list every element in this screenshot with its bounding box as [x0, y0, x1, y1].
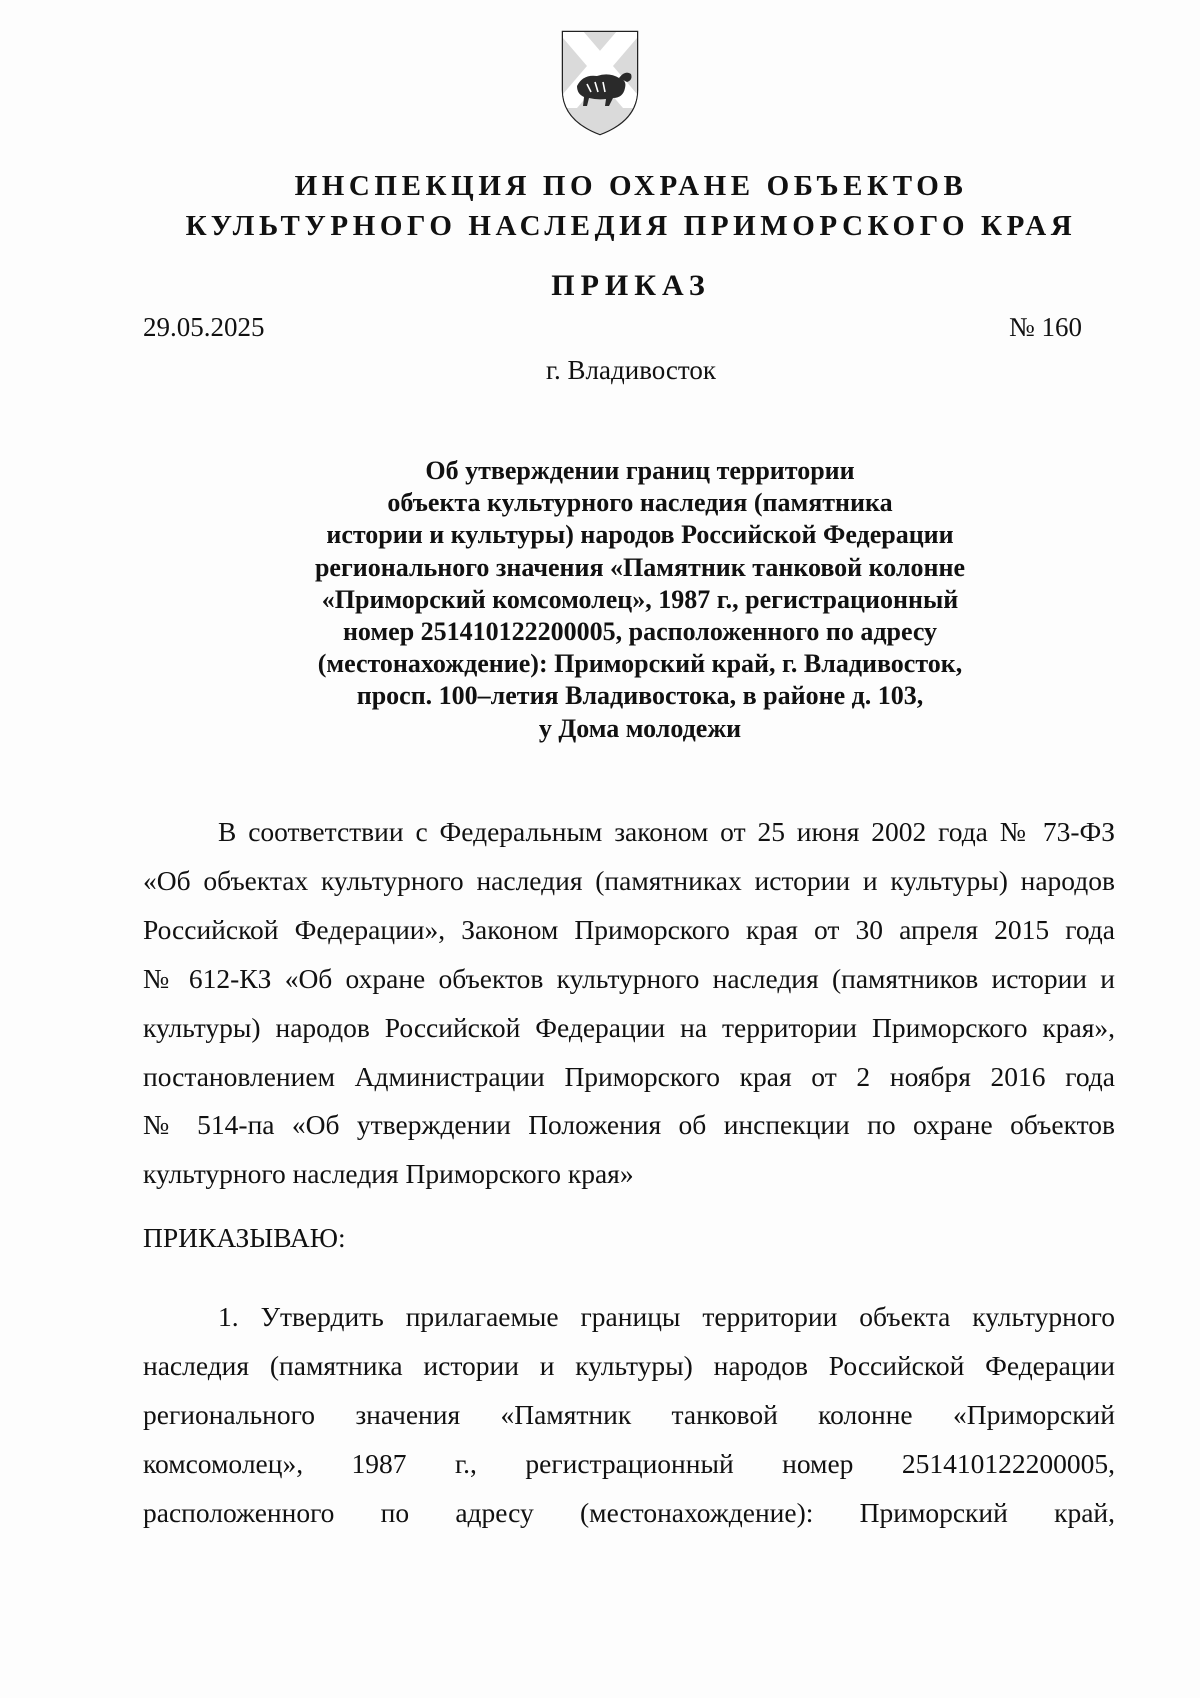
- document-subject: [270, 455, 1010, 745]
- primorsky-krai-coat-of-arms-icon: [557, 28, 643, 138]
- subject-line: у Дома молодежи: [538, 713, 742, 743]
- subject-line: объекта культурного наследия (памятника: [387, 488, 893, 518]
- document-number: № 160: [1008, 312, 1082, 342]
- organization-name-line-1: ИНСПЕКЦИЯ ПО ОХРАНЕ ОБЪЕКТОВ: [294, 170, 968, 202]
- legal-basis-paragraph: [143, 808, 1115, 1199]
- paragraph-line: культурного наследия Приморского края»: [143, 1158, 634, 1190]
- subject-line: номер 251410122200005, расположенного по адресу: [342, 617, 938, 647]
- paragraph-line: № 514-па «Об утверждении Положения об инспекции по охране объектов: [143, 1109, 1115, 1141]
- organization-name-line-2: КУЛЬТУРНОГО НАСЛЕДИЯ ПРИМОРСКОГО КРАЯ: [185, 210, 1077, 242]
- paragraph-line: «Об объектах культурного наследия (памятниках истории и культуры) народов: [143, 864, 1115, 896]
- paragraph-line: постановлением Администрации Приморского края от 2 ноября 2016 года: [143, 1060, 1115, 1092]
- order-directive: ПРИКАЗЫВАЮ:: [143, 1222, 346, 1253]
- subject-line: (местонахождение): Приморский край, г. Владивосток,: [317, 649, 963, 679]
- paragraph-line: культуры) народов Российской Федерации на территории Приморского края»,: [143, 1011, 1115, 1043]
- subject-line: Об утверждении границ территории: [425, 456, 855, 485]
- paragraph-line: Российской Федерации», Законом Приморского края от 30 апреля 2015 года: [143, 913, 1115, 945]
- paragraph-line: наследия (памятника истории и культуры) народов Российской Федерации: [143, 1349, 1115, 1381]
- paragraph-line: комсомолец», 1987 г., регистрационный номер 251410122200005,: [143, 1447, 1115, 1479]
- subject-line: просп. 100–летия Владивостока, в районе д. 103,: [356, 681, 924, 711]
- document-type-title: ПРИКАЗ: [551, 269, 711, 302]
- paragraph-line: В соответствии с Федеральным законом от 25 июня 2002 года № 73-ФЗ: [218, 816, 1115, 847]
- paragraph-line: регионального значения «Памятник танковой колонне «Приморский: [143, 1398, 1115, 1430]
- document-city: г. Владивосток: [546, 355, 716, 385]
- paragraph-line: расположенного по адресу (местонахождение): Приморский край,: [143, 1496, 1115, 1528]
- paragraph-line: № 612-КЗ «Об охране объектов культурного наследия (памятников истории и: [143, 962, 1115, 994]
- subject-line: «Приморский комсомолец», 1987 г., регистрационный: [321, 584, 959, 614]
- document-date: 29.05.2025: [143, 312, 265, 342]
- subject-line: истории и культуры) народов Российской Федерации: [326, 520, 954, 550]
- order-item-1: [143, 1293, 1115, 1538]
- paragraph-line: 1. Утвердить прилагаемые границы территории объекта культурного: [218, 1301, 1115, 1332]
- subject-line: регионального значения «Памятник танковой колонне: [314, 552, 966, 582]
